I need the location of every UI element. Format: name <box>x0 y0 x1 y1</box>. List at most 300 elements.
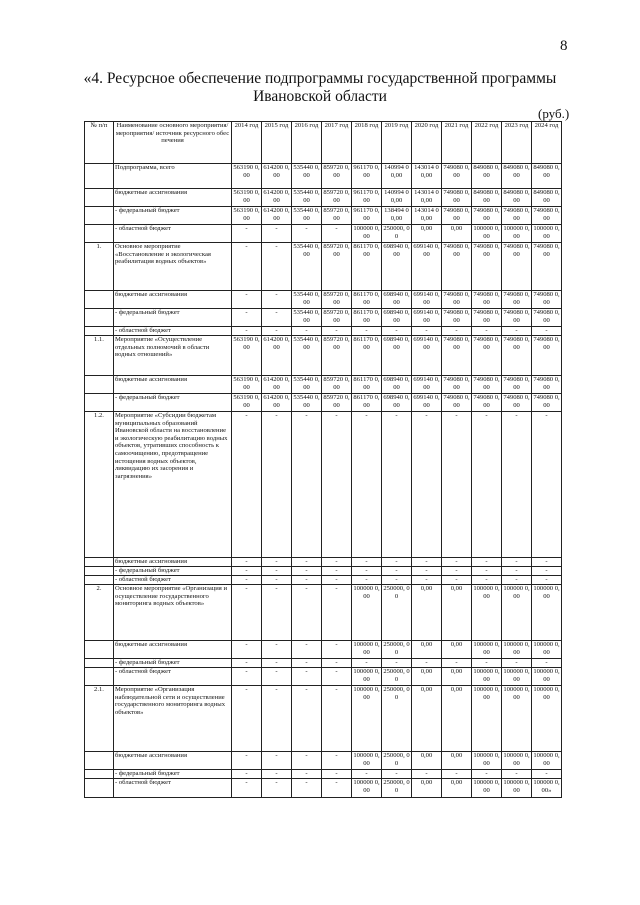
value-cell: 849080 0,00 <box>472 164 502 189</box>
value-cell: 100000 0,00 <box>502 668 532 686</box>
value-cell: 749080 0,00 <box>472 243 502 291</box>
value-cell: 698940 0,00 <box>382 394 412 412</box>
value-cell: - <box>442 659 472 668</box>
value-cell: 749080 0,00 <box>532 291 562 309</box>
value-cell: 749080 0,00 <box>532 207 562 225</box>
value-cell: 100000 0,00 <box>532 686 562 752</box>
value-cell: - <box>232 309 262 327</box>
value-cell: - <box>232 291 262 309</box>
row-name: - федеральный бюджет <box>114 659 232 668</box>
row-name: - федеральный бюджет <box>114 770 232 779</box>
row-number: 2. <box>85 585 114 641</box>
resource-table <box>84 121 562 798</box>
value-cell: - <box>262 412 292 558</box>
value-cell: 100000 0,00 <box>532 585 562 641</box>
value-cell: - <box>352 412 382 558</box>
row-name: - областной бюджет <box>114 668 232 686</box>
value-cell: - <box>262 770 292 779</box>
header-cell: 2024 год <box>532 122 562 164</box>
value-cell: - <box>292 567 322 576</box>
value-cell: 749080 0,00 <box>472 291 502 309</box>
value-cell: - <box>322 585 352 641</box>
row-name: бюджетные ассигнования <box>114 752 232 770</box>
page-number: 8 <box>560 38 568 54</box>
row-name: бюджетные ассигнования <box>114 291 232 309</box>
value-cell: 100000 0,00 <box>472 668 502 686</box>
value-cell: - <box>232 752 262 770</box>
value-cell: - <box>532 576 562 585</box>
value-cell: - <box>412 558 442 567</box>
value-cell: - <box>292 558 322 567</box>
value-cell: 250000, 00 <box>382 686 412 752</box>
value-cell: 100000 0,00 <box>352 225 382 243</box>
value-cell: 100000 0,00 <box>352 686 382 752</box>
value-cell: 563190 0,00 <box>232 394 262 412</box>
row-number <box>85 309 114 327</box>
value-cell: 859720 0,00 <box>322 394 352 412</box>
value-cell: - <box>232 567 262 576</box>
value-cell: 749080 0,00 <box>442 394 472 412</box>
value-cell: - <box>502 770 532 779</box>
value-cell: - <box>442 327 472 336</box>
value-cell: 961170 0,00 <box>352 207 382 225</box>
value-cell: 0,00 <box>442 641 472 659</box>
currency-unit: (руб.) <box>538 106 570 121</box>
row-number <box>85 770 114 779</box>
value-cell: - <box>322 668 352 686</box>
row-name: - областной бюджет <box>114 225 232 243</box>
value-cell: 250000, 00 <box>382 668 412 686</box>
value-cell: - <box>532 770 562 779</box>
value-cell: - <box>232 243 262 291</box>
value-cell: - <box>322 752 352 770</box>
value-cell: - <box>472 567 502 576</box>
value-cell: 250000, 00 <box>382 641 412 659</box>
row-number <box>85 668 114 686</box>
value-cell: 140994 00,00 <box>382 164 412 189</box>
row-number: 1. <box>85 243 114 291</box>
value-cell: - <box>502 659 532 668</box>
value-cell: - <box>292 585 322 641</box>
value-cell: 100000 0,00» <box>532 779 562 798</box>
row-name: - федеральный бюджет <box>114 207 232 225</box>
row-name: - федеральный бюджет <box>114 394 232 412</box>
value-cell: 698940 0,00 <box>382 336 412 376</box>
value-cell: 250000, 00 <box>382 752 412 770</box>
value-cell: - <box>232 412 262 558</box>
value-cell: - <box>322 412 352 558</box>
value-cell: - <box>262 309 292 327</box>
value-cell: 749080 0,00 <box>442 376 472 394</box>
row-name: бюджетные ассигнования <box>114 376 232 394</box>
value-cell: - <box>472 327 502 336</box>
value-cell: 100000 0,00 <box>502 585 532 641</box>
value-cell: 699140 0,00 <box>412 394 442 412</box>
value-cell: 749080 0,00 <box>532 394 562 412</box>
value-cell: 849080 0,00 <box>472 189 502 207</box>
value-cell: 0,00 <box>442 668 472 686</box>
header-cell: 2016 год <box>292 122 322 164</box>
value-cell: 100000 0,00 <box>472 225 502 243</box>
header-cell: 2023 год <box>502 122 532 164</box>
table-row <box>85 558 562 567</box>
row-number <box>85 376 114 394</box>
value-cell: 0,00 <box>412 779 442 798</box>
value-cell: 859720 0,00 <box>322 291 352 309</box>
row-number <box>85 779 114 798</box>
value-cell: 100000 0,00 <box>502 752 532 770</box>
value-cell: - <box>502 327 532 336</box>
value-cell: 861170 0,00 <box>352 336 382 376</box>
value-cell: 749080 0,00 <box>502 207 532 225</box>
value-cell: - <box>292 576 322 585</box>
value-cell: - <box>502 412 532 558</box>
value-cell: - <box>292 770 322 779</box>
value-cell: 0,00 <box>412 686 442 752</box>
header-cell: 2020 год <box>412 122 442 164</box>
value-cell: 100000 0,00 <box>352 779 382 798</box>
value-cell: 749080 0,00 <box>502 376 532 394</box>
value-cell: 749080 0,00 <box>472 394 502 412</box>
value-cell: - <box>472 412 502 558</box>
value-cell: 699140 0,00 <box>412 291 442 309</box>
value-cell: 614200 0,00 <box>262 164 292 189</box>
value-cell: - <box>352 659 382 668</box>
value-cell: 749080 0,00 <box>442 291 472 309</box>
value-cell: 698940 0,00 <box>382 309 412 327</box>
value-cell: - <box>262 668 292 686</box>
header-cell: Наименование основного мероприятия/мероприятия/ источник ресурсного обеспечения <box>114 122 232 164</box>
row-name: - федеральный бюджет <box>114 309 232 327</box>
value-cell: - <box>352 567 382 576</box>
table-row <box>85 567 562 576</box>
value-cell: - <box>322 686 352 752</box>
value-cell: 749080 0,00 <box>472 336 502 376</box>
value-cell: - <box>232 668 262 686</box>
value-cell: 100000 0,00 <box>472 641 502 659</box>
value-cell: - <box>532 327 562 336</box>
value-cell: 563190 0,00 <box>232 376 262 394</box>
value-cell: - <box>262 659 292 668</box>
value-cell: 614200 0,00 <box>262 376 292 394</box>
value-cell: - <box>292 779 322 798</box>
row-number <box>85 659 114 668</box>
value-cell: 143014 00,00 <box>412 207 442 225</box>
value-cell: - <box>262 576 292 585</box>
value-cell: 0,00 <box>442 779 472 798</box>
value-cell: 535440 0,00 <box>292 243 322 291</box>
value-cell: 140994 00,00 <box>382 189 412 207</box>
value-cell: 749080 0,00 <box>502 243 532 291</box>
value-cell: 100000 0,00 <box>502 641 532 659</box>
row-number <box>85 291 114 309</box>
value-cell: - <box>292 641 322 659</box>
row-number: 1.1. <box>85 336 114 376</box>
value-cell: 100000 0,00 <box>352 641 382 659</box>
value-cell: 100000 0,00 <box>472 686 502 752</box>
value-cell: 100000 0,00 <box>532 752 562 770</box>
value-cell: - <box>382 576 412 585</box>
value-cell: - <box>322 576 352 585</box>
value-cell: 100000 0,00 <box>532 225 562 243</box>
value-cell: - <box>442 770 472 779</box>
table-row <box>85 376 562 394</box>
value-cell: - <box>472 659 502 668</box>
value-cell: - <box>232 659 262 668</box>
table-row <box>85 668 562 686</box>
value-cell: 535440 0,00 <box>292 164 322 189</box>
header-cell: 2021 год <box>442 122 472 164</box>
value-cell: 250000, 00 <box>382 585 412 641</box>
value-cell: - <box>352 327 382 336</box>
value-cell: - <box>472 770 502 779</box>
value-cell: - <box>352 558 382 567</box>
value-cell: 859720 0,00 <box>322 189 352 207</box>
value-cell: 859720 0,00 <box>322 336 352 376</box>
value-cell: - <box>262 327 292 336</box>
value-cell: 859720 0,00 <box>322 207 352 225</box>
value-cell: - <box>292 752 322 770</box>
value-cell: 749080 0,00 <box>502 309 532 327</box>
value-cell: 849080 0,00 <box>532 164 562 189</box>
value-cell: 100000 0,00 <box>352 668 382 686</box>
value-cell: 563190 0,00 <box>232 336 262 376</box>
value-cell: - <box>382 770 412 779</box>
value-cell: - <box>262 752 292 770</box>
row-number <box>85 189 114 207</box>
value-cell: - <box>322 558 352 567</box>
table-row <box>85 779 562 798</box>
row-number <box>85 576 114 585</box>
value-cell: - <box>292 327 322 336</box>
value-cell: 859720 0,00 <box>322 164 352 189</box>
row-name: Мероприятие «Осуществление отдельных полномочий в области водных отношений» <box>114 336 232 376</box>
row-number <box>85 327 114 336</box>
value-cell: 535440 0,00 <box>292 376 322 394</box>
value-cell: - <box>442 567 472 576</box>
value-cell: - <box>442 412 472 558</box>
value-cell: 749080 0,00 <box>502 291 532 309</box>
value-cell: 961170 0,00 <box>352 164 382 189</box>
header-cell: 2022 год <box>472 122 502 164</box>
value-cell: - <box>352 576 382 585</box>
row-name: Мероприятие «Организация наблюдательной сети и осуществление государственного мониторинга водных объектов» <box>114 686 232 752</box>
value-cell: 250000, 00 <box>382 225 412 243</box>
value-cell: 749080 0,00 <box>442 243 472 291</box>
value-cell: 535440 0,00 <box>292 207 322 225</box>
value-cell: 749080 0,00 <box>532 336 562 376</box>
row-number <box>85 394 114 412</box>
table-row <box>85 576 562 585</box>
value-cell: 143014 00,00 <box>412 164 442 189</box>
value-cell: - <box>382 659 412 668</box>
value-cell: - <box>292 659 322 668</box>
value-cell: 699140 0,00 <box>412 376 442 394</box>
value-cell: 749080 0,00 <box>472 309 502 327</box>
value-cell: - <box>232 558 262 567</box>
table-row <box>85 336 562 376</box>
value-cell: - <box>262 686 292 752</box>
value-cell: 861170 0,00 <box>352 394 382 412</box>
value-cell: 535440 0,00 <box>292 394 322 412</box>
value-cell: - <box>232 585 262 641</box>
value-cell: - <box>262 291 292 309</box>
value-cell: 100000 0,00 <box>502 779 532 798</box>
value-cell: 749080 0,00 <box>532 309 562 327</box>
value-cell: 749080 0,00 <box>442 309 472 327</box>
table-row <box>85 309 562 327</box>
value-cell: - <box>232 641 262 659</box>
value-cell: - <box>322 641 352 659</box>
value-cell: - <box>442 576 472 585</box>
value-cell: - <box>262 567 292 576</box>
value-cell: - <box>262 641 292 659</box>
value-cell: - <box>232 770 262 779</box>
value-cell: - <box>322 770 352 779</box>
header-cell: 2017 год <box>322 122 352 164</box>
value-cell: 100000 0,00 <box>532 641 562 659</box>
value-cell: - <box>232 225 262 243</box>
value-cell: 143014 00,00 <box>412 189 442 207</box>
value-cell: - <box>322 327 352 336</box>
header-cell: № п/п <box>85 122 114 164</box>
value-cell: 749080 0,00 <box>442 336 472 376</box>
value-cell: 614200 0,00 <box>262 336 292 376</box>
value-cell: 614200 0,00 <box>262 394 292 412</box>
value-cell: - <box>322 225 352 243</box>
table-row <box>85 412 562 558</box>
table-row <box>85 164 562 189</box>
value-cell: 250000, 00 <box>382 779 412 798</box>
value-cell: 698940 0,00 <box>382 376 412 394</box>
value-cell: - <box>352 770 382 779</box>
value-cell: 749080 0,00 <box>532 376 562 394</box>
value-cell: - <box>472 576 502 585</box>
value-cell: 535440 0,00 <box>292 336 322 376</box>
row-name: - областной бюджет <box>114 576 232 585</box>
value-cell: 535440 0,00 <box>292 189 322 207</box>
title-line-2: Ивановской области <box>253 88 387 105</box>
row-number <box>85 207 114 225</box>
value-cell: - <box>412 576 442 585</box>
row-name: Подпрограмма, всего <box>114 164 232 189</box>
value-cell: - <box>412 327 442 336</box>
value-cell: 138494 00,00 <box>382 207 412 225</box>
value-cell: - <box>382 567 412 576</box>
value-cell: - <box>322 659 352 668</box>
value-cell: - <box>502 567 532 576</box>
row-name: - областной бюджет <box>114 779 232 798</box>
value-cell: - <box>292 686 322 752</box>
value-cell: 100000 0,00 <box>502 225 532 243</box>
value-cell: 100000 0,00 <box>472 585 502 641</box>
header-cell: 2014 год <box>232 122 262 164</box>
value-cell: - <box>382 327 412 336</box>
table-row <box>85 752 562 770</box>
value-cell: - <box>262 225 292 243</box>
title-line-1: «4. Ресурсное обеспечение подпрограммы государственной программы <box>83 70 557 87</box>
value-cell: - <box>472 558 502 567</box>
value-cell: 749080 0,00 <box>502 336 532 376</box>
value-cell: 849080 0,00 <box>532 189 562 207</box>
value-cell: 861170 0,00 <box>352 376 382 394</box>
value-cell: 849080 0,00 <box>502 189 532 207</box>
table-row <box>85 686 562 752</box>
value-cell: 535440 0,00 <box>292 291 322 309</box>
value-cell: - <box>232 576 262 585</box>
value-cell: 0,00 <box>442 225 472 243</box>
value-cell: 563190 0,00 <box>232 207 262 225</box>
value-cell: 614200 0,00 <box>262 189 292 207</box>
value-cell: - <box>232 327 262 336</box>
value-cell: - <box>262 585 292 641</box>
value-cell: 749080 0,00 <box>472 376 502 394</box>
row-number <box>85 164 114 189</box>
value-cell: - <box>262 779 292 798</box>
header-cell: 2015 год <box>262 122 292 164</box>
value-cell: 0,00 <box>412 752 442 770</box>
row-number <box>85 641 114 659</box>
value-cell: 749080 0,00 <box>442 189 472 207</box>
value-cell: - <box>262 558 292 567</box>
value-cell: 859720 0,00 <box>322 309 352 327</box>
value-cell: - <box>322 567 352 576</box>
table-row <box>85 641 562 659</box>
value-cell: 749080 0,00 <box>442 207 472 225</box>
row-number: 2.1. <box>85 686 114 752</box>
table-row <box>85 207 562 225</box>
row-name: бюджетные ассигнования <box>114 558 232 567</box>
value-cell: 100000 0,00 <box>472 779 502 798</box>
value-cell: - <box>412 770 442 779</box>
value-cell: - <box>382 412 412 558</box>
table-row <box>85 585 562 641</box>
value-cell: - <box>532 659 562 668</box>
value-cell: - <box>532 558 562 567</box>
table-row <box>85 225 562 243</box>
value-cell: 0,00 <box>412 641 442 659</box>
value-cell: 749080 0,00 <box>442 164 472 189</box>
value-cell: 563190 0,00 <box>232 189 262 207</box>
section-title <box>80 70 560 106</box>
table-row <box>85 659 562 668</box>
value-cell: - <box>292 225 322 243</box>
value-cell: 699140 0,00 <box>412 336 442 376</box>
row-name: Основное мероприятие «Организация и осуществление государственного мониторинга водных объектов» <box>114 585 232 641</box>
value-cell: - <box>232 686 262 752</box>
value-cell: - <box>502 558 532 567</box>
row-name: - федеральный бюджет <box>114 567 232 576</box>
value-cell: 0,00 <box>442 752 472 770</box>
value-cell: 0,00 <box>412 225 442 243</box>
value-cell: - <box>502 576 532 585</box>
value-cell: 698940 0,00 <box>382 291 412 309</box>
table-row <box>85 189 562 207</box>
value-cell: 699140 0,00 <box>412 309 442 327</box>
value-cell: 749080 0,00 <box>472 207 502 225</box>
table-row <box>85 327 562 336</box>
value-cell: 749080 0,00 <box>532 243 562 291</box>
value-cell: 100000 0,00 <box>472 752 502 770</box>
value-cell: - <box>442 558 472 567</box>
header-cell: 2019 год <box>382 122 412 164</box>
value-cell: 0,00 <box>412 668 442 686</box>
value-cell: 535440 0,00 <box>292 309 322 327</box>
value-cell: 563190 0,00 <box>232 164 262 189</box>
value-cell: 100000 0,00 <box>532 668 562 686</box>
value-cell: - <box>292 412 322 558</box>
row-number <box>85 567 114 576</box>
